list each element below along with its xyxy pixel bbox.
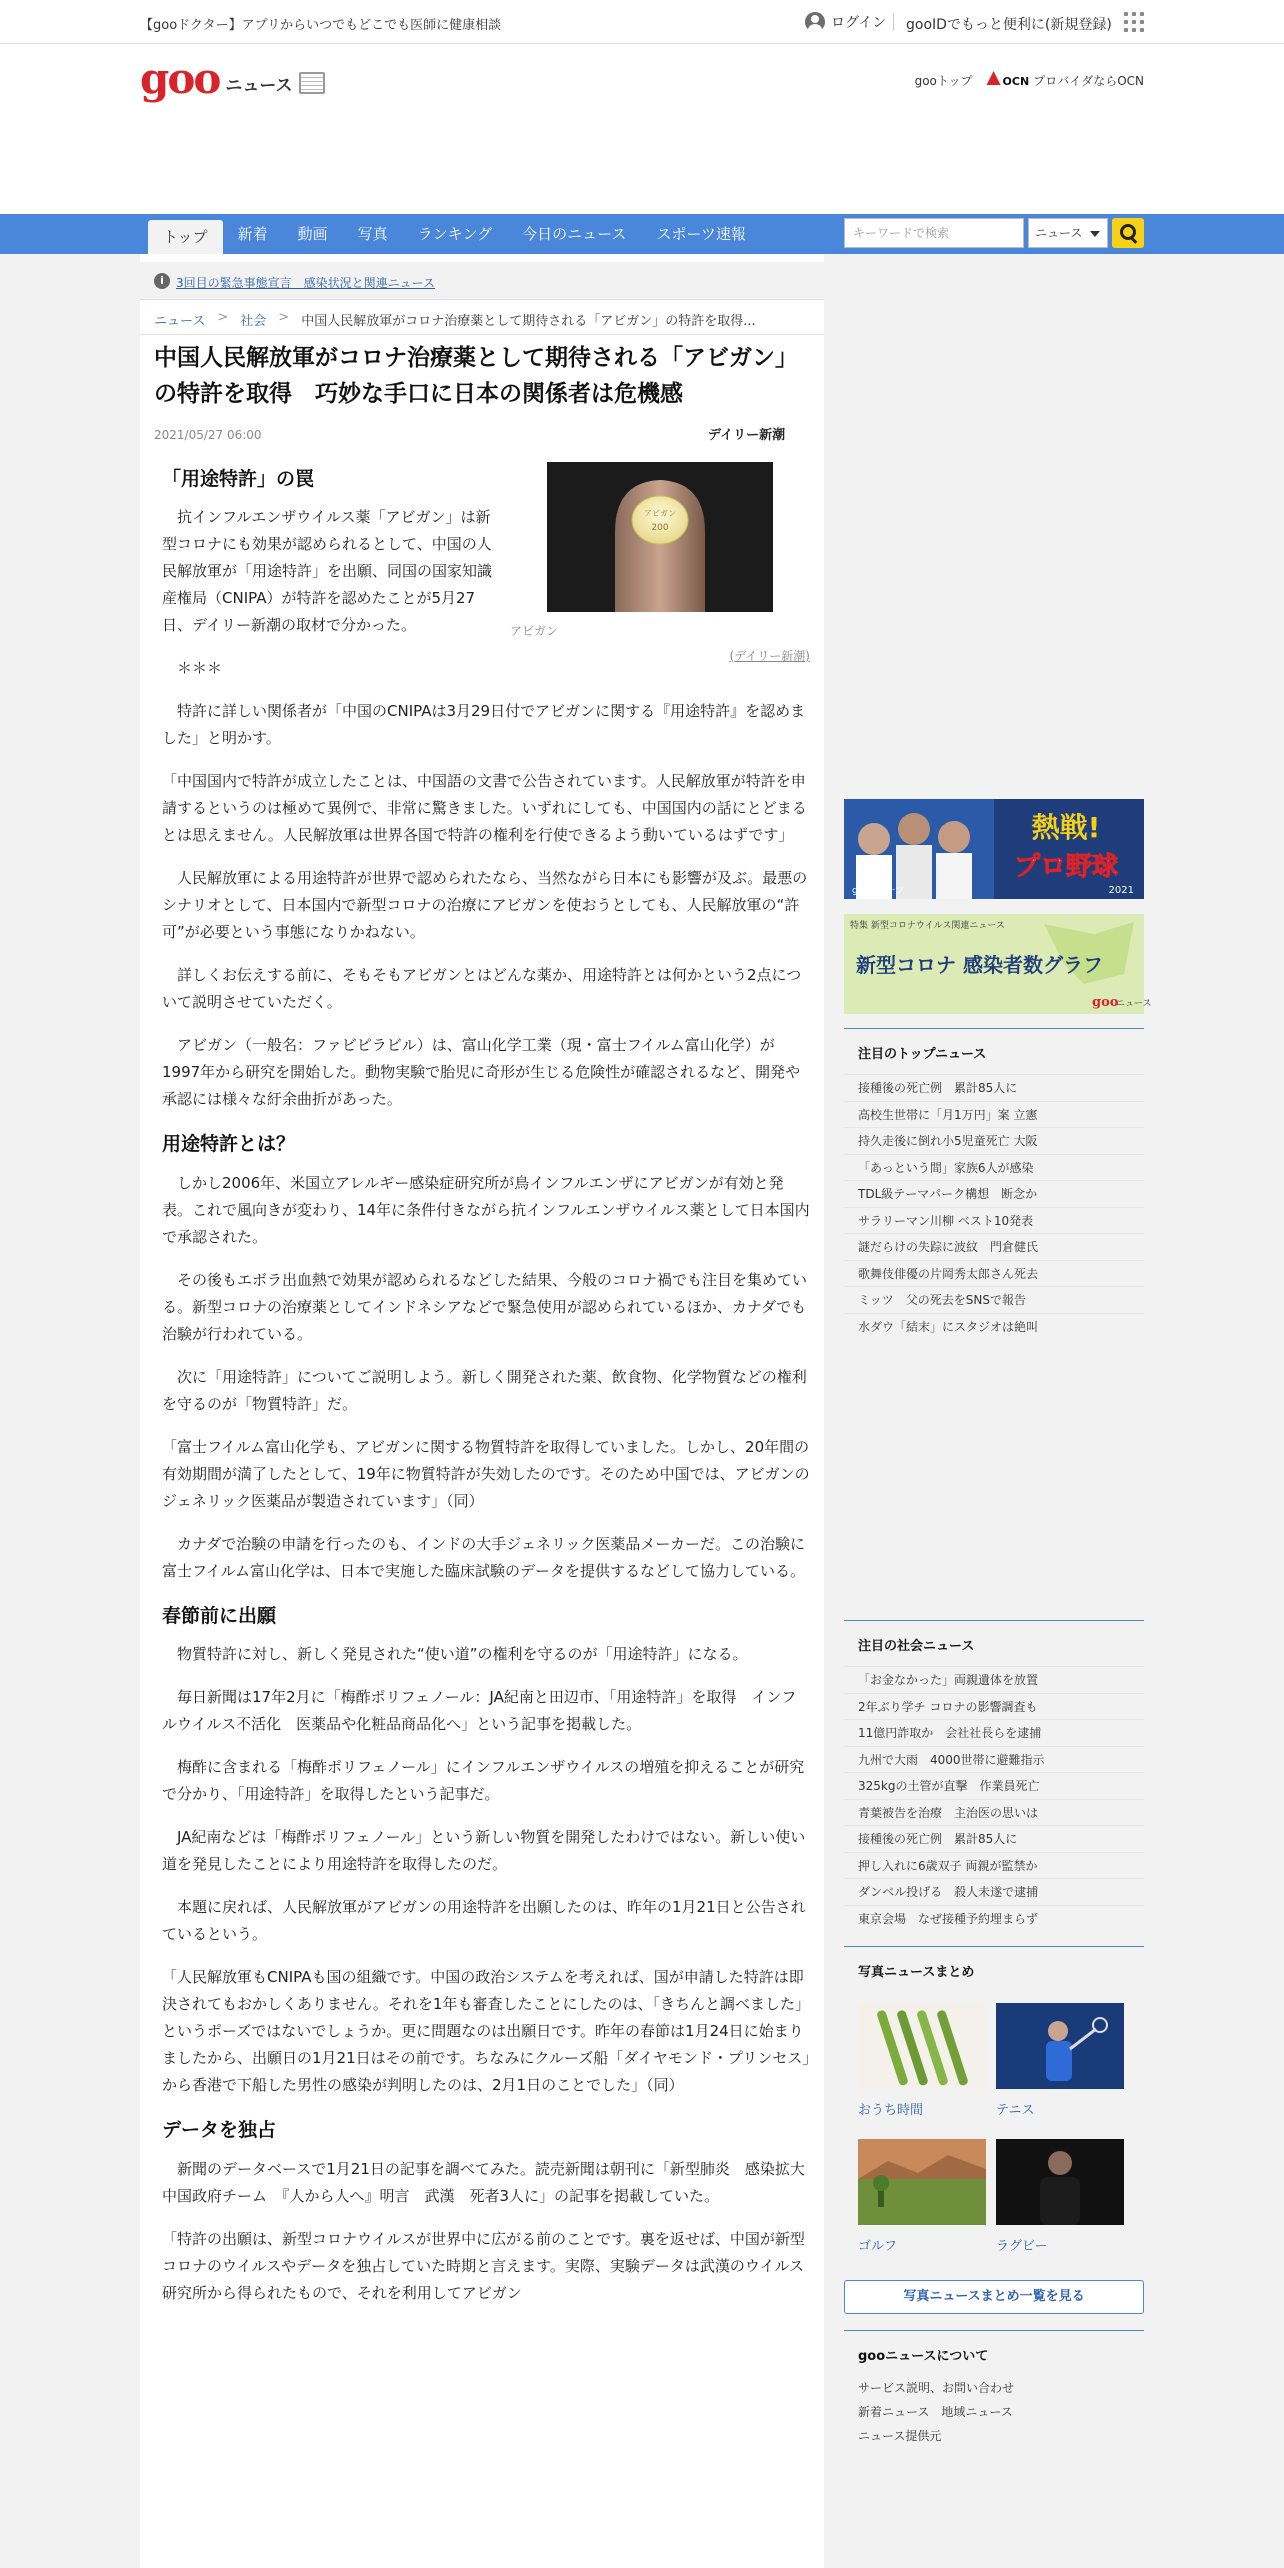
tab-new[interactable]: 新着: [237, 225, 268, 243]
breadcrumb-news[interactable]: ニュース: [154, 314, 206, 329]
banner-title: 熱戦!: [1031, 811, 1101, 844]
ocn-logo-icon: [987, 71, 1001, 85]
breadcrumb: [154, 310, 756, 329]
header-links: [915, 71, 1144, 89]
info-icon: i: [154, 273, 170, 289]
list-item[interactable]: 高校生世帯に「月1万円」案 立憲: [844, 1101, 1144, 1128]
article-body: [154, 464, 820, 2323]
paragraph: 詳しくお伝えする前に、そもそもアビガンとはどんな薬か、用途特許とは何かという2点について説明させていただく。: [162, 966, 802, 1012]
list-item[interactable]: 接種後の死亡例 累計85人に: [844, 1074, 1144, 1101]
doctor-promo-link[interactable]: 【gooドクター】アプリからいつでもどこでも医師に健康相談: [140, 18, 502, 33]
breadcrumb-society[interactable]: 社会: [240, 314, 267, 329]
paragraph: ＊＊＊: [177, 659, 223, 678]
rugby-photo: [996, 2139, 1124, 2225]
news-logo-text: ニュース: [225, 75, 293, 96]
paragraph: 抗インフルエンザウイルス薬「アビガン」は新型コロナにも効果が認められるとして、中国の人民解放軍が「用途特許」を出願、同国の国家知識産権局（CNIPA）が特許を認めたことが5月27日、デイリー新潮の取材で分かった。: [162, 508, 493, 635]
paragraph: 人民解放軍による用途特許が世界で認められたなら、当然ながら日本にも影響が及ぶ。最悪のシナリオとして、日本国内で新型コロナの治療にアビガンを使おうとしても、人民解放軍の“許可”が必要という事態になりかねない。: [162, 869, 808, 942]
paragraph: 「人民解放軍もCNIPAも国の組織です。中国の政治システムを考えれば、国が申請した特許は即決されてもおかしくありません。それを1年も審査したことにしたのは、「きちんと調べました」というポーズではないでしょうか。更に問題なのは出願日です。昨年の春節は1月24日に始まりましたから、出願日の1月21日はその前です。ちなみにクルーズ船「ダイヤモンド・プリンセス」から香港で下船した男性の感染が判明したのは、2月1日のことでした」（同）: [162, 1968, 810, 2095]
gooid-register-link[interactable]: gooIDでもっと便利に(新規登録): [906, 17, 1112, 33]
list-item[interactable]: 「お金なかった」両親遺体を放置: [844, 1666, 1144, 1693]
tab-video[interactable]: 動画: [297, 225, 328, 243]
paragraph: 「中国国内で特許が成立したことは、中国語の文書で公告されています。人民解放軍が特許を申請するというのは極めて異例で、非常に驚きました。いずれにしても、中国国内の話にとどまるとは思えません。人民解放軍は世界各国で特許の権利を行使できるよう動いているはずです」: [162, 772, 807, 845]
paragraph: 物質特許に対し、新しく発見された“使い道”の権利を守るのが「用途特許」になる。: [177, 1645, 748, 1664]
list-item[interactable]: 謎だらけの失踪に波紋 門倉健氏: [844, 1233, 1144, 1260]
goo-top-link[interactable]: gooトップ: [914, 73, 973, 88]
list-item[interactable]: 325kgの土管が直撃 作業員死亡: [844, 1772, 1144, 1799]
search-button[interactable]: [1112, 218, 1144, 248]
paragraph: アビガン（一般名：ファビピラビル）は、富山化学工業（現・富士フイルム富山化学）が1997年から研究を開始した。動物実験で胎児に奇形が生じる危険性が確認されるなど、開発や承認には様々な紆余曲折があった。: [162, 1036, 801, 1109]
society-news-box: [844, 1620, 1144, 1931]
top-utility-bar: [0, 0, 1284, 44]
banner-main: プロ野球: [1013, 852, 1119, 882]
about-box: [844, 2330, 1144, 2448]
tab-sports[interactable]: スポーツ速報: [656, 225, 746, 243]
about-link[interactable]: ニュース提供元: [858, 2429, 942, 2443]
banner-brand: goo: [1092, 995, 1119, 1010]
banner-brand-sub: ニュース: [1116, 999, 1152, 1009]
breadcrumb-separator: >: [217, 310, 229, 325]
list-item[interactable]: サラリーマン川柳 ベスト10発表: [844, 1207, 1144, 1234]
list-item[interactable]: 水ダウ「結末」にスタジオは絶叫: [844, 1313, 1144, 1340]
list-item[interactable]: 歌舞伎俳優の片岡秀太郎さん死去: [844, 1260, 1144, 1287]
about-link[interactable]: 新着ニュース 地域ニュース: [858, 2405, 1013, 2419]
list-item[interactable]: ミッツ 父の死去をSNSで報告: [844, 1286, 1144, 1313]
paragraph: 特許に詳しい関係者が「中国のCNIPAは3月29日付でアビガンに関する『用途特許』を認めました」と明かす。: [162, 702, 806, 748]
paragraph: 梅酢に含まれる「梅酢ポリフェノール」にインフルエンザウイルスの増殖を抑えることが研究で分かり、「用途特許」を取得したという記事だ。: [162, 1758, 805, 1804]
photo-label: テニス: [996, 2103, 1035, 2118]
paragraph: 新聞のデータベースで1月21日の記事を調べてみた。読売新聞は朝刊に「新型肺炎 感染拡大 中国政府チーム 『人から人へ』明言 武漢 死者3人に」の記事を掲載していた。: [162, 2159, 820, 2205]
paragraph: JA紀南などは「梅酢ポリフェノール」という新しい物質を開発したわけではない。新しい使い道を発見したことにより用途特許を取得したのだ。: [162, 1828, 806, 1874]
top-news-box: [844, 1028, 1144, 1339]
golf-photo: [858, 2139, 986, 2225]
paragraph: 毎日新聞は17年2月に「梅酢ポリフェノール：JA紀南と田辺市、「用途特許」を取得 インフルウイルス不活化 医薬品や化粧品商品化へ」という記事を掲載した。: [162, 1688, 797, 1734]
search-category-select[interactable]: ニュース: [1028, 218, 1108, 248]
corona-graph-banner[interactable]: [844, 914, 1152, 1014]
emergency-alert-link[interactable]: 3回目の緊急事態宣言 感染状況と関連ニュース: [176, 276, 436, 290]
photo-label: おうち時間: [858, 2103, 924, 2118]
goo-news-logo[interactable]: [140, 54, 325, 103]
search-input[interactable]: [844, 218, 1024, 248]
pill-imprint-text: アビガン: [644, 509, 676, 518]
list-item[interactable]: 持久走後に倒れ小5児童死亡 大阪: [844, 1127, 1144, 1154]
list-item[interactable]: 押し入れに6歳双子 両親が監禁か: [844, 1852, 1144, 1879]
section-heading: 「用途特許」の罠: [162, 468, 315, 490]
emergency-alert-bar: [140, 262, 824, 300]
paragraph: 本題に戻れば、人民解放軍がアビガンの用途特許を出願したのは、昨年の1月21日と公告されているという。: [162, 1898, 806, 1944]
newspaper-icon: [299, 72, 325, 94]
article-date: 2021/05/27 06:00: [154, 428, 262, 442]
pro-baseball-banner[interactable]: [844, 799, 1144, 899]
banner-badge: gooスポーツ: [852, 886, 905, 896]
about-link[interactable]: サービス説明、お問い合わせ: [858, 2381, 1015, 2395]
society-news-title: 注目の社会ニュース: [858, 1639, 975, 1654]
paragraph: カナダで治験の申請を行ったのも、インドの大手ジェネリック医薬品メーカーだ。この治験に富士フイルム富山化学は、日本で実施した臨床試験のデータを提供するなどして協力している。: [162, 1534, 806, 1580]
top-news-title: 注目のトップニュース: [858, 1047, 987, 1062]
site-header: [0, 44, 1284, 214]
list-item[interactable]: 2年ぶり学チ コロナの影響調査も: [844, 1693, 1144, 1720]
list-item[interactable]: 接種後の死亡例 累計85人に: [844, 1825, 1144, 1852]
source-logo: デイリー新潮: [708, 428, 786, 443]
photo-card[interactable]: [996, 2003, 1124, 2118]
list-item[interactable]: 九州で大雨 4000世帯に避難指示: [844, 1746, 1144, 1773]
list-item[interactable]: 「あっという間」家族6人が感染: [844, 1154, 1144, 1181]
paragraph: その後もエボラ出血熱で効果が認められるなどした結果、今般のコロナ禍でも注目を集めている。新型コロナの治療薬としてインドネシアなどで緊急使用が認められているほか、カナダでも治験が行われている。: [162, 1270, 808, 1343]
section-heading: データを独占: [162, 2119, 277, 2142]
ocn-logo-text: OCN: [1002, 75, 1030, 88]
photo-card[interactable]: [858, 2139, 986, 2254]
list-item[interactable]: 東京会場 なぜ接種予約埋まらず: [844, 1905, 1144, 1932]
goo-logo-text: goo: [140, 54, 220, 103]
tab-ranking[interactable]: ランキング: [417, 225, 493, 243]
banner-year: 2021: [1108, 885, 1134, 896]
user-icon: [805, 12, 825, 32]
login-label: ログイン: [831, 15, 887, 31]
about-title: gooニュースについて: [858, 2349, 989, 2364]
section-heading: 用途特許とは？: [162, 1133, 296, 1156]
photo-label: ラグビー: [996, 2239, 1048, 2254]
photo-news-more-button[interactable]: 写真ニュースまとめ一覧を見る: [844, 2280, 1144, 2314]
banner-main: 新型コロナ 感染者数グラフ: [856, 953, 1103, 977]
paragraph: 「特許の出願は、新型コロナウイルスが世界中に広がる前のことです。裏を返せば、中国が新型コロナのウイルスやデータを独占していた時期と言えます。実際、実験データは武漢のウイルス研究所から得られたもので、それを利用してアビガン: [162, 2229, 805, 2302]
pill-dose-text: 200: [651, 523, 669, 533]
main-nav: [0, 214, 1284, 254]
photo-card[interactable]: [858, 2003, 986, 2118]
list-item[interactable]: ダンベル投げる 殺人未遂で逮捕: [844, 1878, 1144, 1905]
login-link[interactable]: [805, 12, 886, 32]
list-item[interactable]: TDL級テーマパーク構想 断念か: [844, 1180, 1144, 1207]
photo-label: ゴルフ: [858, 2239, 898, 2254]
paragraph: 次に「用途特許」についてご説明しよう。新しく開発された薬、飲食物、化学物質などの権利を守るのが「物質特許」だ。: [162, 1367, 807, 1413]
app-grid-icon[interactable]: [1124, 12, 1144, 32]
article-title: 中国人民解放軍がコロナ治療薬として期待される「アビガン」の特許を取得 巧妙な手口に日本の関係者は危機感: [154, 345, 798, 408]
article-column: [140, 254, 824, 2568]
breadcrumb-separator: >: [278, 310, 290, 325]
tennis-photo: [996, 2003, 1124, 2089]
photo-card[interactable]: [996, 2139, 1124, 2254]
photo-caption: アビガン: [510, 624, 559, 638]
photo-news-title: 写真ニュースまとめ: [858, 1965, 975, 1980]
asparagus-photo: [858, 2003, 986, 2089]
photo-source-link[interactable]: (デイリー新潮): [729, 649, 810, 663]
divider: [140, 334, 824, 335]
nav-tabs: [148, 214, 761, 254]
banner-tag: 特集 新型コロナウイルス関連ニュース: [850, 921, 1005, 931]
tab-top[interactable]: トップ: [148, 220, 223, 254]
paragraph: しかし2006年、米国立アレルギー感染症研究所が鳥インフルエンザにアビガンが有効と発表。これで風向きが変わり、14年に条件付きながら抗インフルエンザウイルス薬として日本国内で承認された。: [162, 1173, 810, 1246]
divider: [893, 13, 894, 31]
photo-news-box: [844, 1946, 1144, 2254]
list-item[interactable]: 青葉被告を治療 主治医の思いは: [844, 1799, 1144, 1826]
tab-today[interactable]: 今日のニュース: [522, 225, 627, 243]
ocn-link-label: プロバイダならOCN: [1033, 74, 1144, 88]
tab-photo[interactable]: 写真: [357, 225, 388, 243]
paragraph: 「富士フイルム富山化学も、アビガンに関する物質特許を取得していました。しかし、20年間の有効期間が満了したとして、19年に物質特許が失効したのです。そのため中国では、アビガンのジェネリック医薬品が製造されています」（同）: [162, 1437, 810, 1510]
breadcrumb-current: 中国人民解放軍がコロナ治療薬として期待される「アビガン」の特許を取得...: [301, 314, 756, 329]
ocn-link[interactable]: [987, 71, 1144, 89]
section-heading: 春節前に出願: [162, 1604, 277, 1627]
list-item[interactable]: 11億円詐取か 会社社長らを逮捕: [844, 1719, 1144, 1746]
